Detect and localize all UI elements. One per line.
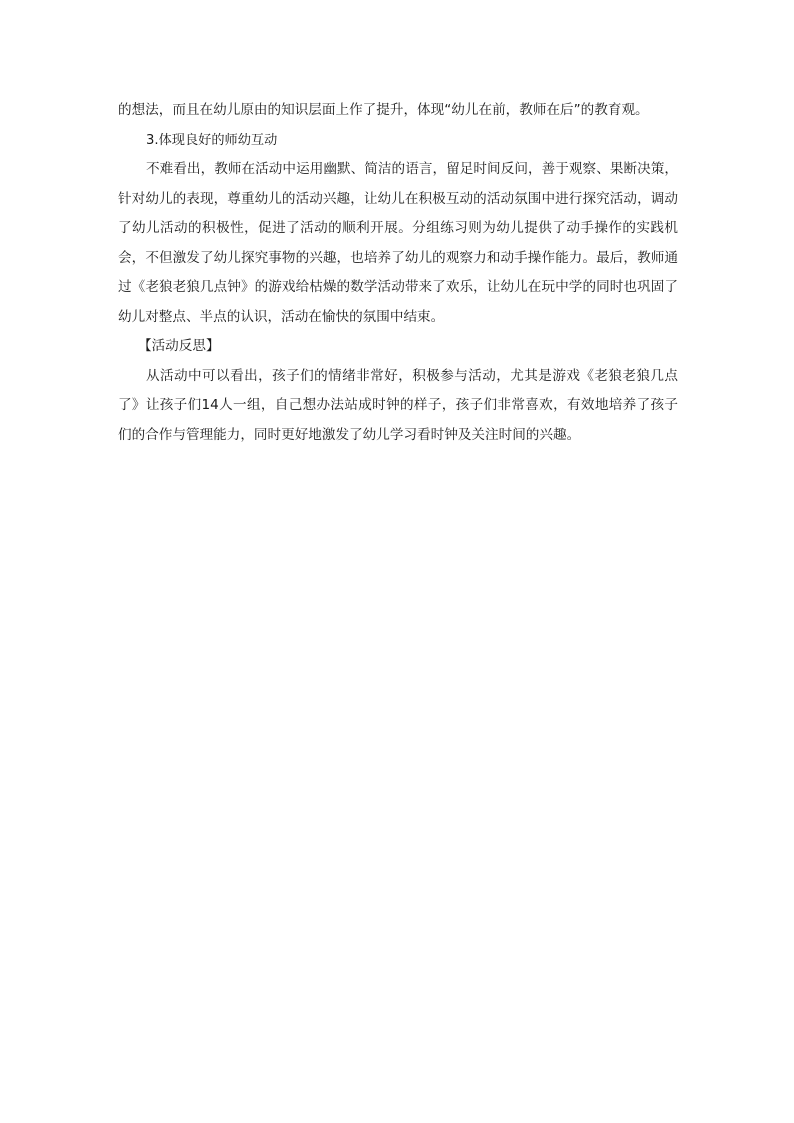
section-3-paragraph: 不难看出，教师在活动中运用幽默、简洁的语言，留足时间反问，善于观察、果断决策，针对幼儿的表现，尊重幼儿的活动兴趣，让幼儿在积极互动的活动氛围中进行探究活动，调动了幼儿活动的积极性，促进了活动的顺利开展。分组练习则为幼儿提供了动手操作的实践机会，不但激发了幼儿探究事物的兴趣，也培养了幼儿的观察力和动手操作能力。最后，教师通过《老狼老狼几点钟》的游戏给枯燥的数学活动带来了欢乐，让幼儿在玩中学的同时也巩固了幼儿对整点、半点的认识，活动在愉快的氛围中结束。	[118, 161, 678, 325]
document-body	[118, 96, 678, 450]
reflection-heading: 【活动反思】	[138, 338, 220, 354]
continuation-paragraph: 的想法，而且在幼儿原由的知识层面上作了提升，体现“幼儿在前，教师在后”的教育观。	[118, 102, 649, 118]
section-3-heading: 3.体现良好的师幼互动	[146, 132, 278, 148]
reflection-paragraph: 从活动中可以看出，孩子们的情绪非常好，积极参与活动，尤其是游戏《老狼老狼几点了》让孩子们14人一组，自己想办法站成时钟的样子，孩子们非常喜欢，有效地培养了孩子们的合作与管理能力，同时更好地激发了幼儿学习看时钟及关注时间的兴趣。	[118, 367, 678, 443]
